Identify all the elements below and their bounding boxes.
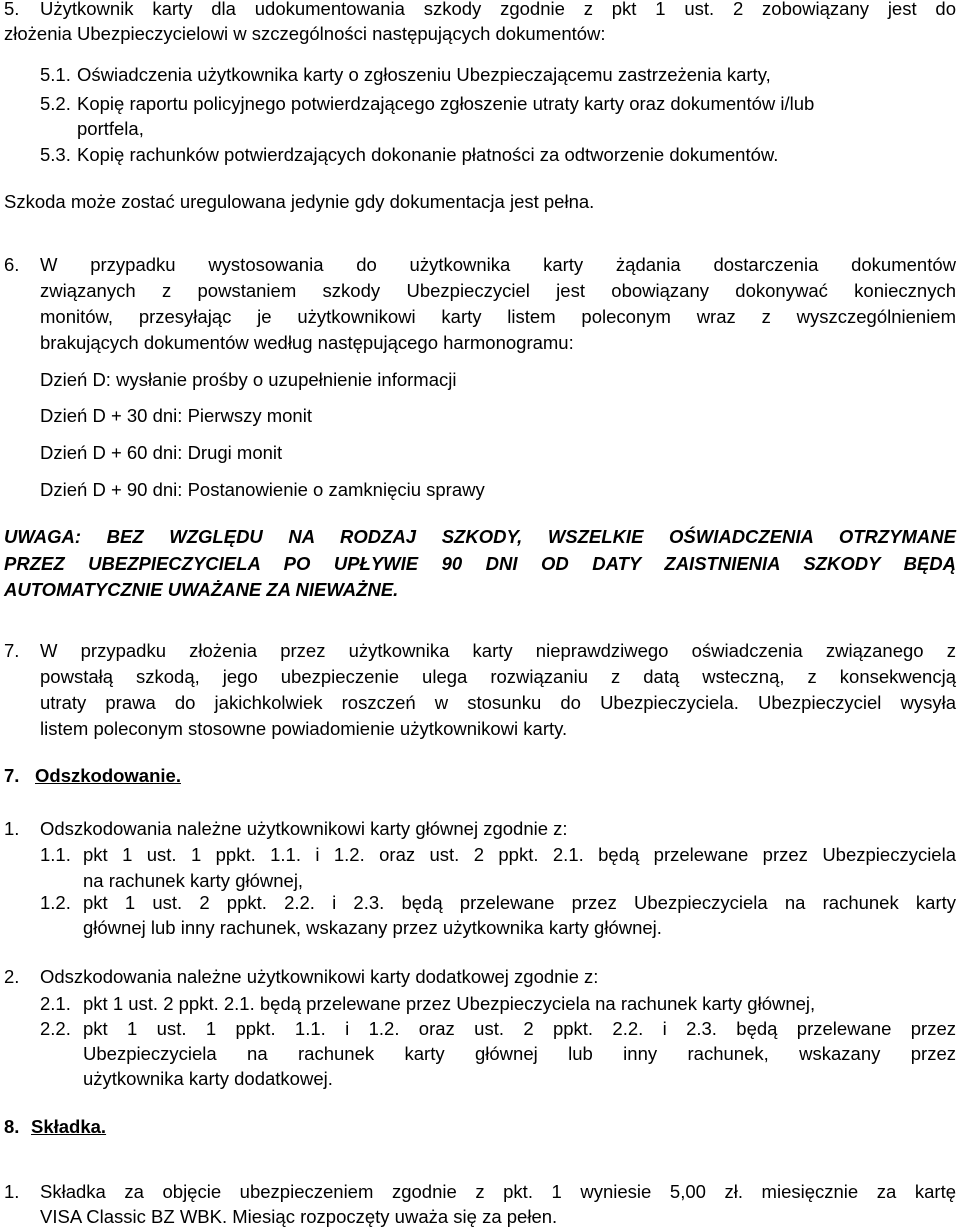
item-number-8-1: 1.	[4, 1181, 20, 1202]
list-item-1-2: pkt 1 ust. 2 ppkt. 2.2. i 2.3. będą przelewane przez Ubezpieczyciela na rachunek karty	[83, 892, 956, 913]
item-number-5-3: 5.3.	[40, 144, 71, 165]
section-7-text: listem poleconym stosowne powiadomienie użytkownikowi karty.	[40, 718, 568, 739]
section-7-text: powstałą szkodą, jego ubezpieczenie ulega rozwiązaniu z datą wsteczną, z konsekwencją	[40, 666, 956, 687]
section-6-text: W przypadku wystosowania do użytkownika karty żądania dostarczenia dokumentów	[40, 254, 956, 275]
list-item-1-1-cont: na rachunek karty głównej,	[83, 870, 304, 891]
schedule-day-d90: Dzień D + 90 dni: Postanowienie o zamknięciu sprawy	[40, 479, 485, 500]
item-number-2-2: 2.2.	[40, 1018, 71, 1039]
warning-text: PRZEZ UBEZPIECZYCIELA PO UPŁYWIE 90 DNI OD DATY ZAISTNIENIA SZKODY BĘDĄ	[4, 553, 956, 574]
section-6-text: monitów, przesyłając je użytkownikowi karty listem poleconym wraz z wyszczególnieniem	[40, 306, 956, 327]
list-item-1-1: pkt 1 ust. 1 ppkt. 1.1. i 1.2. oraz ust. 2 ppkt. 2.1. będą przelewane przez Ubezpieczyciela	[83, 844, 956, 865]
section-7-text: utraty prawa do jakichkolwiek roszczeń w stosunku do Ubezpieczyciela. Ubezpieczyciel wysyła	[40, 692, 956, 713]
section-6-text: związanych z powstaniem szkody Ubezpieczyciel jest obowiązany dokonywać koniecznych	[40, 280, 956, 301]
list-item-5-3: Kopię rachunków potwierdzających dokonanie płatności za odtworzenie dokumentów.	[77, 144, 779, 165]
compensation-main-card: Odszkodowania należne użytkownikowi karty głównej zgodnie z:	[40, 818, 568, 839]
schedule-day-d30: Dzień D + 30 dni: Pierwszy monit	[40, 405, 312, 426]
section-6-text: brakujących dokumentów według następującego harmonogramu:	[40, 332, 574, 353]
list-item-2-2: pkt 1 ust. 1 ppkt. 1.1. i 1.2. oraz ust. 2 ppkt. 2.2. i 2.3. będą przelewane przez	[83, 1018, 956, 1039]
schedule-day-d60: Dzień D + 60 dni: Drugi monit	[40, 442, 283, 463]
item-number-5-2: 5.2.	[40, 93, 71, 114]
list-item-2-2-cont: użytkownika karty dodatkowej.	[83, 1068, 333, 1089]
item-number-7: 7.	[4, 640, 20, 661]
list-item-2-2-cont: Ubezpieczyciela na rachunek karty głównej lub inny rachunek, wskazany przez	[83, 1043, 956, 1064]
item-number-2-1: 2.1.	[40, 993, 71, 1014]
warning-text: AUTOMATYCZNIE UWAŻANE ZA NIEWAŻNE.	[4, 579, 399, 600]
heading-number-7: 7.	[4, 765, 20, 786]
premium-text-cont: VISA Classic BZ WBK. Miesiąc rozpoczęty uważa się za pełen.	[40, 1206, 558, 1227]
item-number-1-2: 1.2.	[40, 892, 71, 913]
item-number-5-1: 5.1.	[40, 64, 71, 85]
item-number-6: 6.	[4, 254, 20, 275]
item-number-7-1: 1.	[4, 818, 20, 839]
compensation-additional-card: Odszkodowania należne użytkownikowi karty dodatkowej zgodnie z:	[40, 966, 599, 987]
heading-odszkodowanie: Odszkodowanie.	[35, 765, 181, 786]
schedule-day-d: Dzień D: wysłanie prośby o uzupełnienie informacji	[40, 369, 457, 390]
heading-number-8: 8.	[4, 1116, 20, 1137]
item-number-5: 5.	[4, 0, 20, 19]
section-5-text-cont: złożenia Ubezpieczycielowi w szczególności następujących dokumentów:	[4, 23, 606, 44]
list-item-5-2-cont: portfela,	[77, 118, 144, 139]
item-number-1-1: 1.1.	[40, 844, 71, 865]
list-item-1-2-cont: głównej lub inny rachunek, wskazany przez użytkownika karty głównej.	[83, 917, 662, 938]
section-7-text: W przypadku złożenia przez użytkownika karty nieprawdziwego oświadczenia związanego z	[40, 640, 956, 661]
section-5-text: Użytkownik karty dla udokumentowania szkody zgodnie z pkt 1 ust. 2 zobowiązany jest do	[40, 0, 956, 19]
premium-text: Składka za objęcie ubezpieczeniem zgodnie z pkt. 1 wyniesie 5,00 zł. miesięcznie za kartę	[40, 1181, 956, 1202]
heading-skladka: Składka.	[31, 1116, 107, 1137]
item-number-7-2: 2.	[4, 966, 20, 987]
list-item-5-1: Oświadczenia użytkownika karty o zgłoszeniu Ubezpieczającemu zastrzeżenia karty,	[77, 64, 771, 85]
list-item-2-1: pkt 1 ust. 2 ppkt. 2.1. będą przelewane przez Ubezpieczyciela na rachunek karty głównej,	[83, 993, 816, 1014]
warning-text: UWAGA: BEZ WZGLĘDU NA RODZAJ SZKODY, WSZELKIE OŚWIADCZENIA OTRZYMANE	[4, 526, 956, 547]
list-item-5-2: Kopię raportu policyjnego potwierdzającego zgłoszenie utraty karty oraz dokumentów i/lub	[77, 93, 815, 114]
section-5-note: Szkoda może zostać uregulowana jedynie gdy dokumentacja jest pełna.	[4, 191, 595, 212]
